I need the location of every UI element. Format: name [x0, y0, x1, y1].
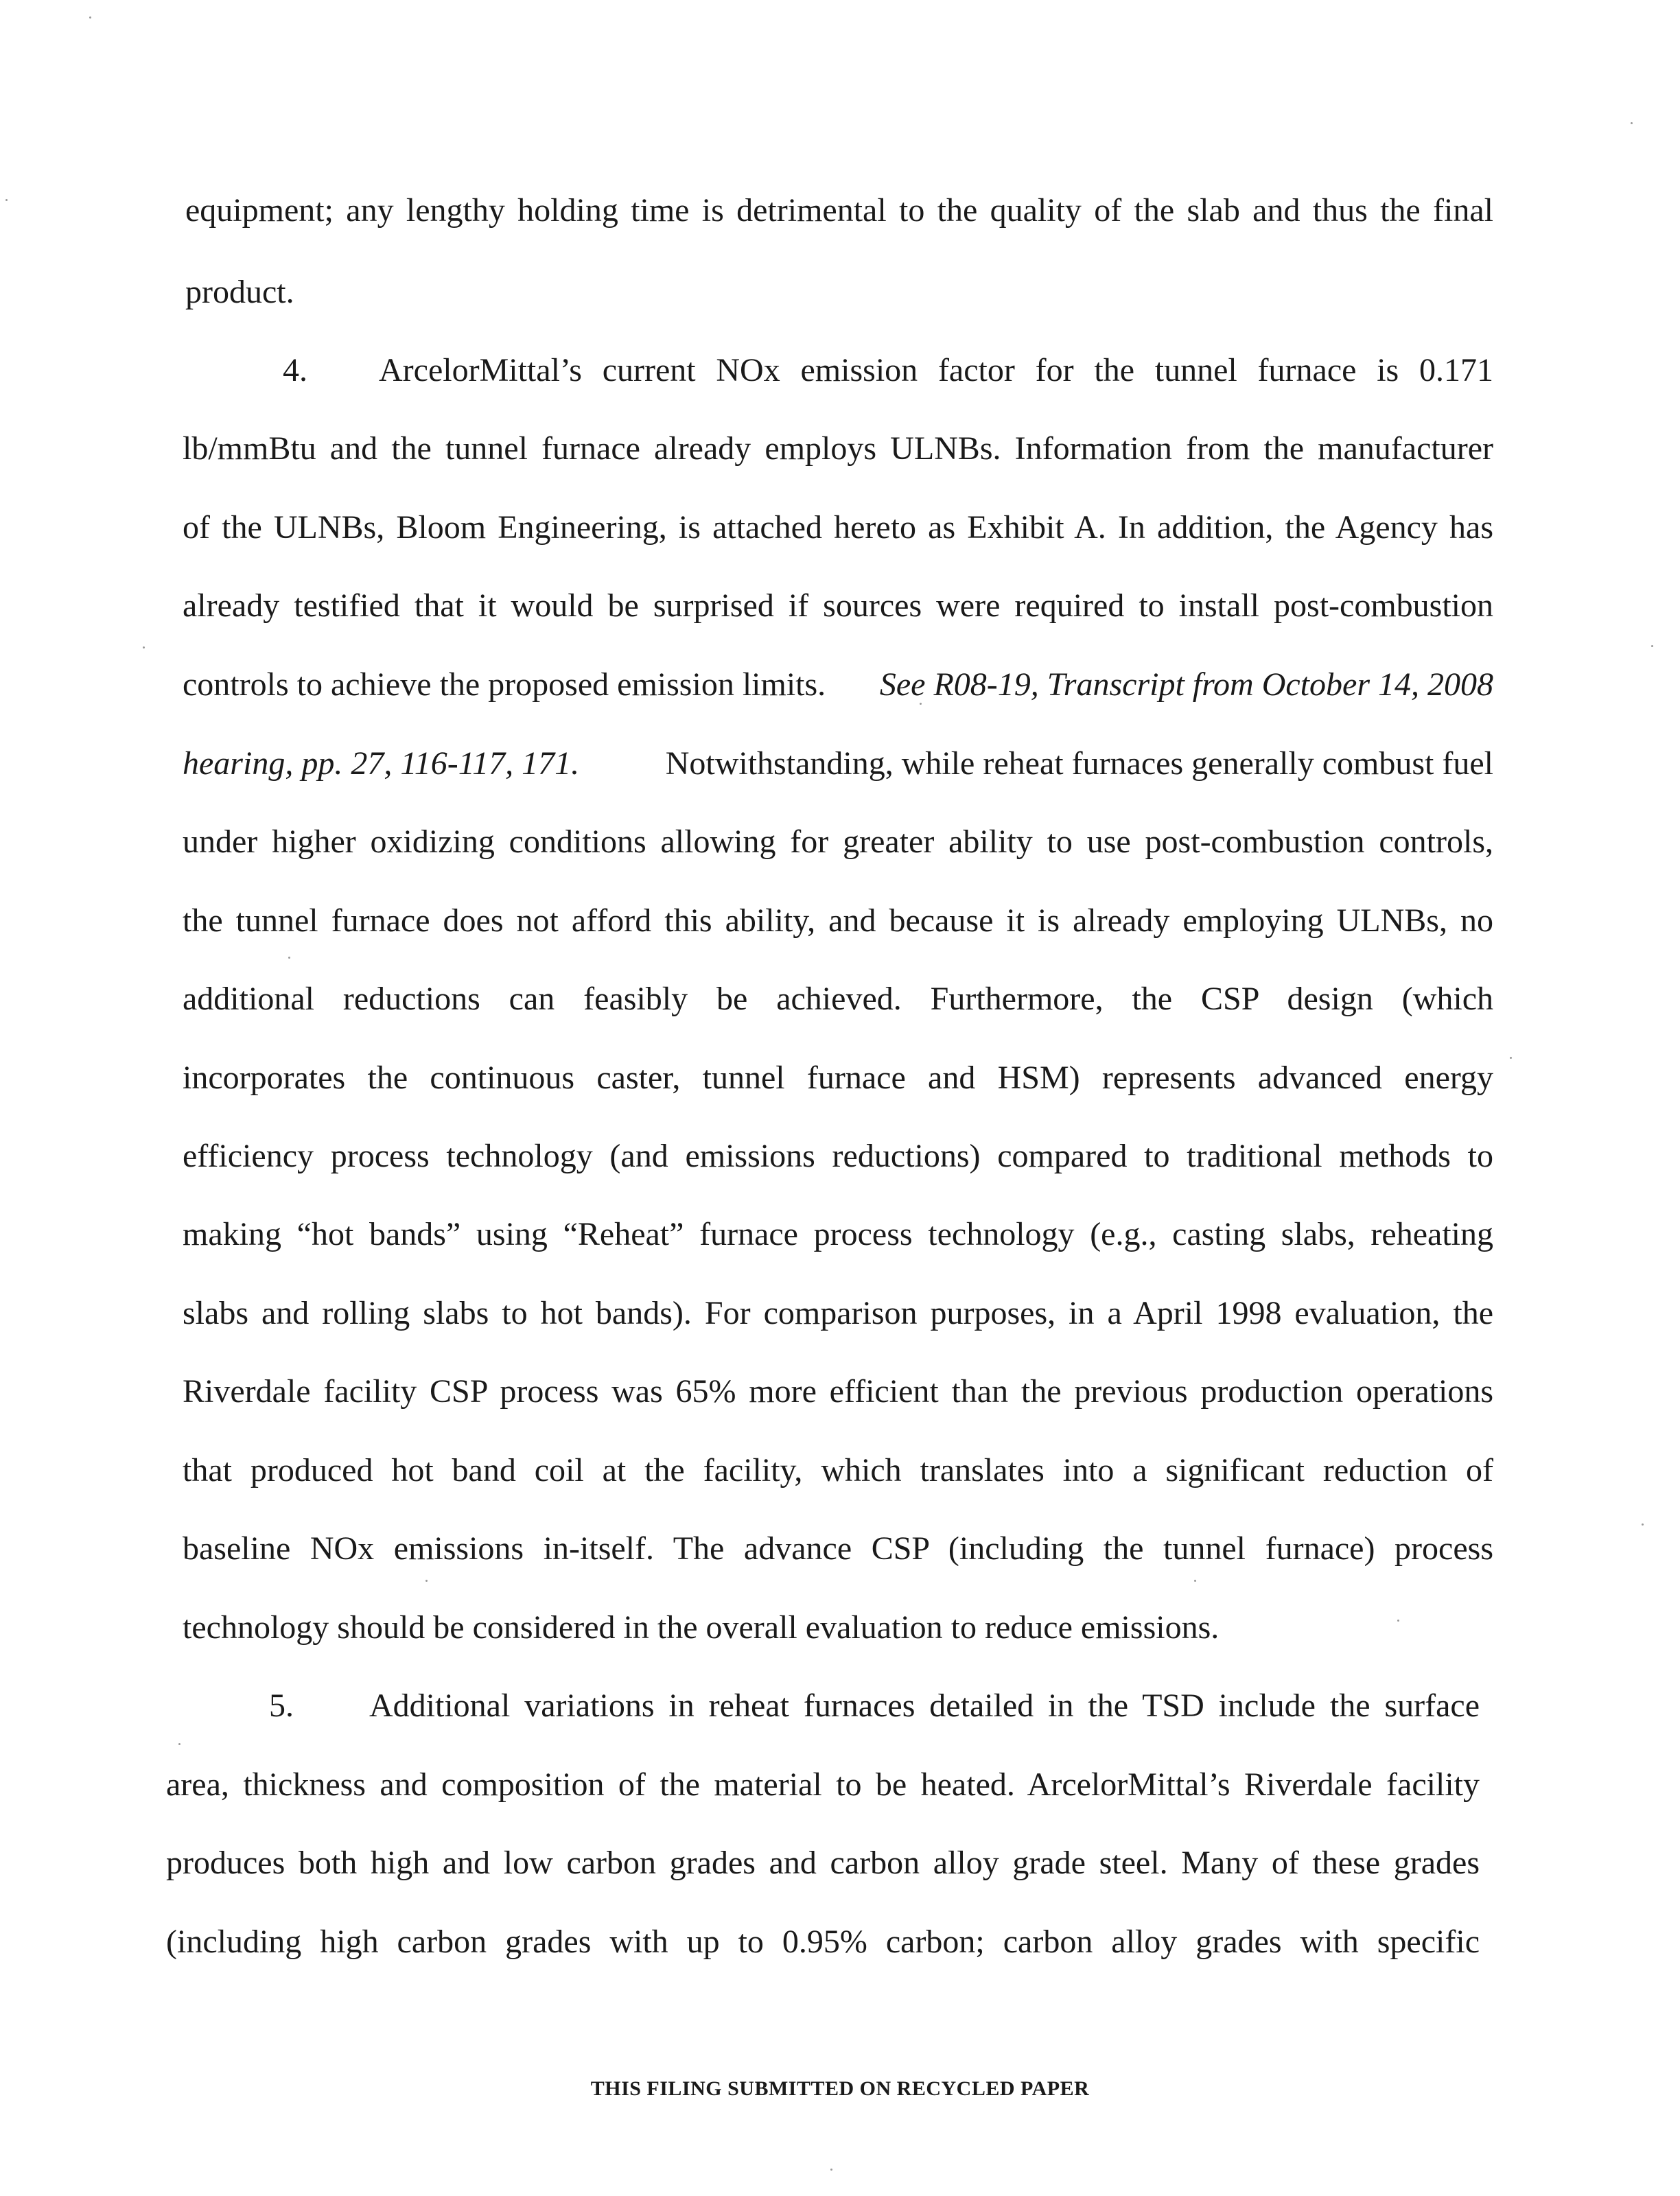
- paragraph-number: 5.: [269, 1687, 294, 1724]
- footer-notice: THIS FILING SUBMITTED ON RECYCLED PAPER: [590, 2077, 1090, 2100]
- scan-speck: [1642, 1523, 1644, 1526]
- scan-speck: [89, 16, 91, 19]
- body-text-line: (including high carbon grades with up to 0.95% carbon; carbon alloy grades with specific: [166, 1924, 1480, 1960]
- body-text-line: equipment; any lengthy holding time is detrimental to the quality of the slab and thus the final: [185, 192, 1493, 229]
- body-text-line: area, thickness and composition of the material to be heated. ArcelorMittal’s Riverdale facility: [166, 1766, 1480, 1803]
- body-text-segment: Notwithstanding, while reheat furnaces generally combust fuel: [665, 745, 1493, 782]
- citation-text: hearing, pp. 27, 116-117, 171.: [183, 745, 580, 782]
- scan-speck: [178, 1743, 180, 1745]
- body-text-line: lb/mmBtu and the tunnel furnace already employs ULNBs. Information from the manufacturer: [183, 430, 1493, 467]
- scan-speck: [1397, 1620, 1399, 1622]
- body-text-line: additional reductions can feasibly be achieved. Furthermore, the CSP design (which: [183, 981, 1493, 1017]
- body-text-line: product.: [185, 274, 294, 310]
- body-text-line: incorporates the continuous caster, tunnel furnace and HSM) represents advanced energy: [183, 1060, 1493, 1096]
- scan-speck: [1510, 1057, 1512, 1059]
- scan-speck: [288, 957, 290, 959]
- body-text-line: [183, 664, 1493, 705]
- body-text-line: under higher oxidizing conditions allowing for greater ability to use post-combustion controls,: [183, 824, 1493, 860]
- scan-speck: [1194, 1580, 1196, 1582]
- scan-speck: [143, 646, 145, 649]
- scan-speck: [1631, 122, 1633, 124]
- body-text-line: Riverdale facility CSP process was 65% more efficient than the previous production operations: [183, 1373, 1493, 1410]
- body-text-line: making “hot bands” using “Reheat” furnace process technology (e.g., casting slabs, reheating: [183, 1216, 1493, 1252]
- body-text-line: [183, 743, 1493, 784]
- scan-speck: [5, 199, 8, 201]
- scan-speck: [830, 2169, 832, 2171]
- scan-speck: [1651, 645, 1653, 647]
- body-text-line: already testified that it would be surprised if sources were required to install post-combustion: [183, 587, 1493, 624]
- body-text-line: Additional variations in reheat furnaces detailed in the TSD include the surface: [369, 1687, 1480, 1724]
- body-text-line: efficiency process technology (and emissions reductions) compared to traditional methods to: [183, 1138, 1493, 1174]
- body-text-line: baseline NOx emissions in-itself. The advance CSP (including the tunnel furnace) process: [183, 1530, 1493, 1567]
- paragraph-number: 4.: [283, 352, 307, 388]
- body-text-line: produces both high and low carbon grades and carbon alloy grade steel. Many of these grades: [166, 1845, 1480, 1881]
- body-text-segment: controls to achieve the proposed emission limits.: [183, 666, 826, 703]
- citation-text: See R08-19, Transcript from October 14, 2008: [879, 666, 1493, 703]
- body-text-line: slabs and rolling slabs to hot bands). For comparison purposes, in a April 1998 evaluation, the: [183, 1295, 1493, 1331]
- scan-speck: [425, 1580, 428, 1582]
- scan-speck: [920, 703, 922, 705]
- body-text-line: the tunnel furnace does not afford this ability, and because it is already employing ULNBs, no: [183, 902, 1493, 939]
- body-text-line: of the ULNBs, Bloom Engineering, is attached hereto as Exhibit A. In addition, the Agency has: [183, 509, 1493, 546]
- body-text-line: that produced hot band coil at the facility, which translates into a significant reduction of: [183, 1452, 1493, 1488]
- body-text-line: technology should be considered in the overall evaluation to reduce emissions.: [183, 1609, 1220, 1646]
- body-text-line: ArcelorMittal’s current NOx emission factor for the tunnel furnace is 0.171: [379, 352, 1493, 388]
